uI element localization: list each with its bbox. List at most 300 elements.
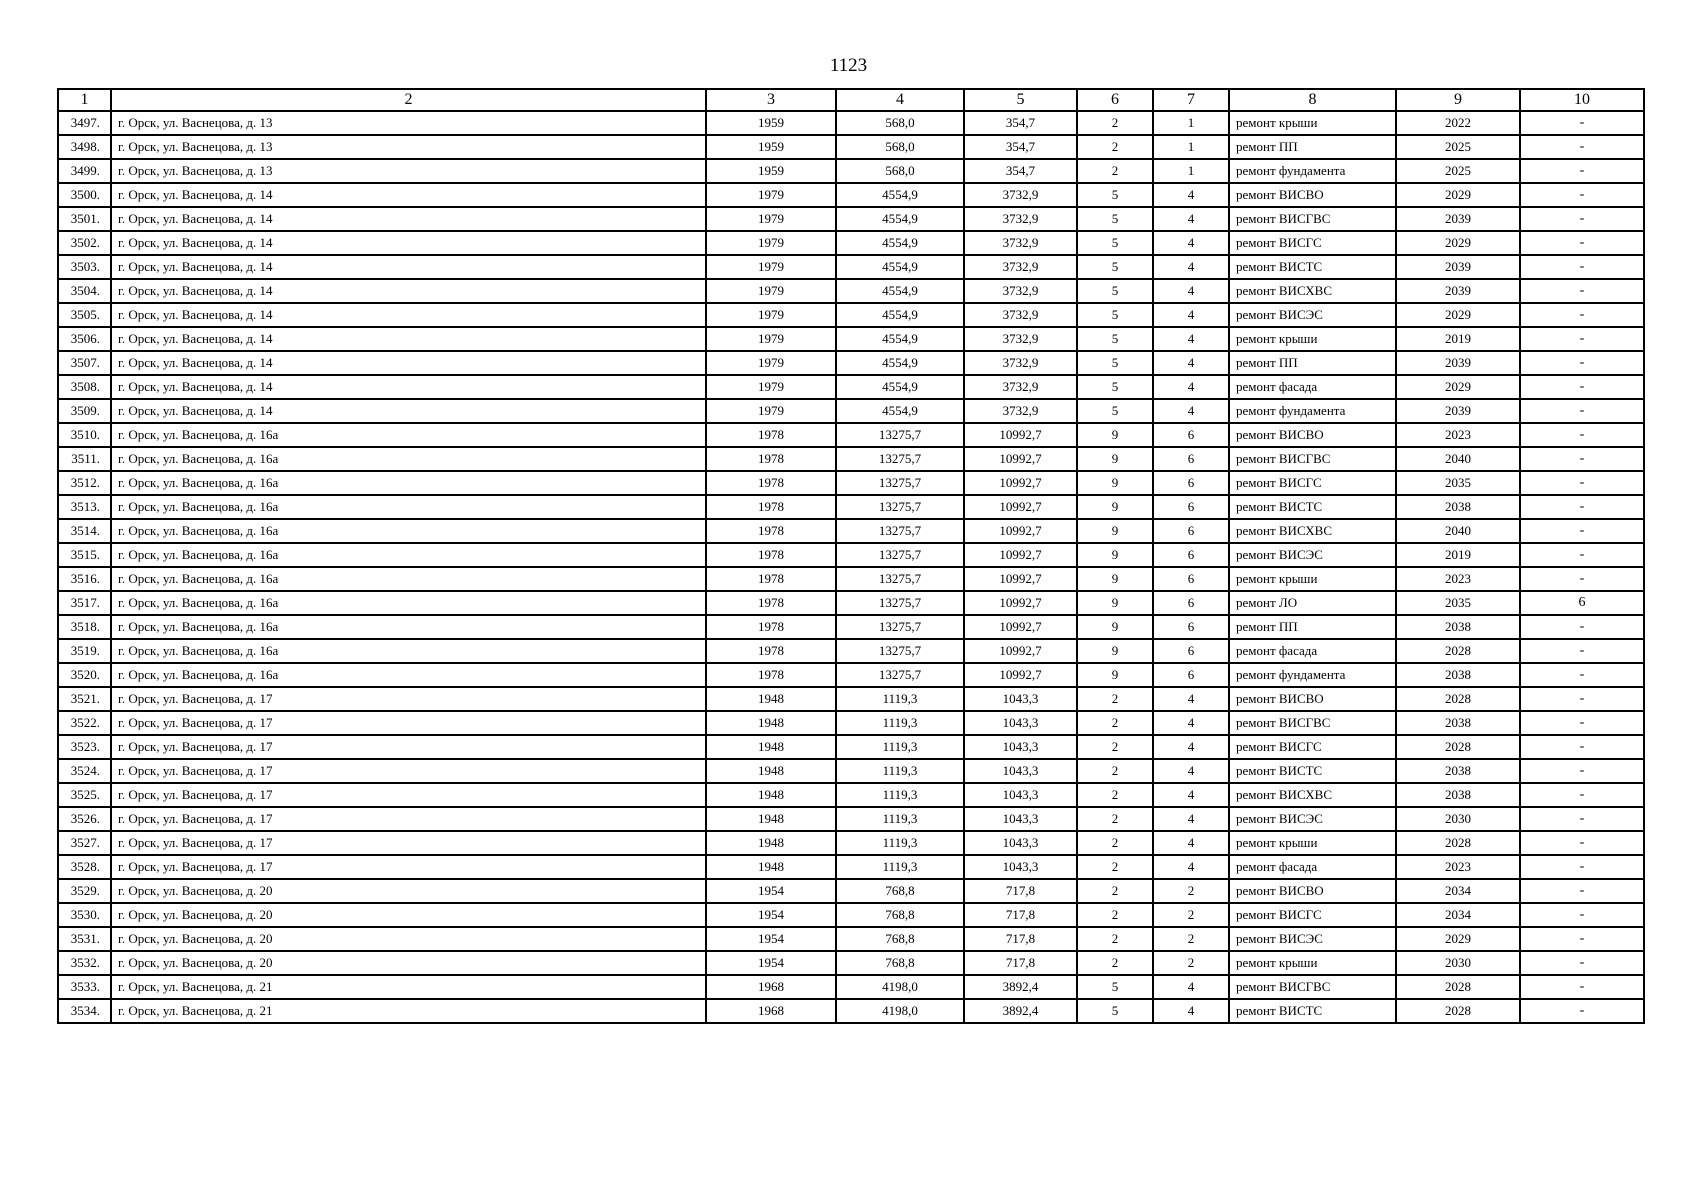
table-row xyxy=(58,207,1644,231)
floors-cell: 5 xyxy=(1077,207,1153,231)
table-row xyxy=(58,975,1644,999)
column-header-8: 8 xyxy=(1229,89,1396,111)
planned-year-cell: 2019 xyxy=(1396,543,1520,567)
col10-cell: - xyxy=(1520,879,1644,903)
work-type-cell: ремонт фасада xyxy=(1229,855,1396,879)
floors-cell: 9 xyxy=(1077,423,1153,447)
address-cell: г. Орск, ул. Васнецова, д. 14 xyxy=(111,327,706,351)
living-area-cell: 3732,9 xyxy=(964,375,1077,399)
total-area-cell: 1119,3 xyxy=(836,735,964,759)
year-cell: 1954 xyxy=(706,951,836,975)
address-cell: г. Орск, ул. Васнецова, д. 13 xyxy=(111,159,706,183)
col10-cell: - xyxy=(1520,495,1644,519)
table-row xyxy=(58,135,1644,159)
col10-cell: - xyxy=(1520,399,1644,423)
col10-cell: - xyxy=(1520,327,1644,351)
row-number: 3525. xyxy=(58,783,111,807)
floors-cell: 2 xyxy=(1077,159,1153,183)
planned-year-cell: 2035 xyxy=(1396,471,1520,495)
living-area-cell: 717,8 xyxy=(964,927,1077,951)
total-area-cell: 568,0 xyxy=(836,111,964,135)
living-area-cell: 10992,7 xyxy=(964,447,1077,471)
year-cell: 1978 xyxy=(706,639,836,663)
address-cell: г. Орск, ул. Васнецова, д. 14 xyxy=(111,279,706,303)
address-cell: г. Орск, ул. Васнецова, д. 14 xyxy=(111,183,706,207)
row-number: 3521. xyxy=(58,687,111,711)
living-area-cell: 3732,9 xyxy=(964,303,1077,327)
year-cell: 1979 xyxy=(706,183,836,207)
row-number: 3514. xyxy=(58,519,111,543)
total-area-cell: 568,0 xyxy=(836,135,964,159)
row-number: 3500. xyxy=(58,183,111,207)
entrances-cell: 2 xyxy=(1153,951,1229,975)
total-area-cell: 4554,9 xyxy=(836,375,964,399)
work-type-cell: ремонт ВИСТС xyxy=(1229,759,1396,783)
address-cell: г. Орск, ул. Васнецова, д. 16а xyxy=(111,495,706,519)
floors-cell: 2 xyxy=(1077,111,1153,135)
floors-cell: 5 xyxy=(1077,183,1153,207)
floors-cell: 2 xyxy=(1077,711,1153,735)
col10-cell: - xyxy=(1520,519,1644,543)
planned-year-cell: 2028 xyxy=(1396,687,1520,711)
table-row xyxy=(58,903,1644,927)
floors-cell: 9 xyxy=(1077,495,1153,519)
total-area-cell: 1119,3 xyxy=(836,855,964,879)
living-area-cell: 1043,3 xyxy=(964,735,1077,759)
work-type-cell: ремонт крыши xyxy=(1229,831,1396,855)
living-area-cell: 717,8 xyxy=(964,879,1077,903)
living-area-cell: 3892,4 xyxy=(964,975,1077,999)
table-row xyxy=(58,303,1644,327)
work-type-cell: ремонт ВИСХВС xyxy=(1229,783,1396,807)
total-area-cell: 1119,3 xyxy=(836,687,964,711)
planned-year-cell: 2025 xyxy=(1396,135,1520,159)
total-area-cell: 768,8 xyxy=(836,879,964,903)
row-number: 3501. xyxy=(58,207,111,231)
year-cell: 1948 xyxy=(706,759,836,783)
address-cell: г. Орск, ул. Васнецова, д. 14 xyxy=(111,351,706,375)
living-area-cell: 1043,3 xyxy=(964,831,1077,855)
total-area-cell: 13275,7 xyxy=(836,495,964,519)
year-cell: 1978 xyxy=(706,519,836,543)
entrances-cell: 6 xyxy=(1153,591,1229,615)
table-header-row xyxy=(58,89,1644,111)
living-area-cell: 10992,7 xyxy=(964,519,1077,543)
total-area-cell: 4554,9 xyxy=(836,183,964,207)
total-area-cell: 13275,7 xyxy=(836,567,964,591)
planned-year-cell: 2023 xyxy=(1396,423,1520,447)
year-cell: 1979 xyxy=(706,375,836,399)
table-row xyxy=(58,351,1644,375)
total-area-cell: 13275,7 xyxy=(836,447,964,471)
work-type-cell: ремонт фасада xyxy=(1229,375,1396,399)
floors-cell: 9 xyxy=(1077,567,1153,591)
total-area-cell: 4554,9 xyxy=(836,327,964,351)
row-number: 3513. xyxy=(58,495,111,519)
table-row xyxy=(58,279,1644,303)
total-area-cell: 4554,9 xyxy=(836,303,964,327)
total-area-cell: 4554,9 xyxy=(836,255,964,279)
row-number: 3505. xyxy=(58,303,111,327)
col10-cell: - xyxy=(1520,615,1644,639)
table-row xyxy=(58,567,1644,591)
table-row xyxy=(58,639,1644,663)
col10-cell: - xyxy=(1520,735,1644,759)
year-cell: 1979 xyxy=(706,279,836,303)
living-area-cell: 10992,7 xyxy=(964,663,1077,687)
living-area-cell: 3732,9 xyxy=(964,327,1077,351)
entrances-cell: 6 xyxy=(1153,495,1229,519)
address-cell: г. Орск, ул. Васнецова, д. 14 xyxy=(111,255,706,279)
living-area-cell: 3732,9 xyxy=(964,231,1077,255)
living-area-cell: 10992,7 xyxy=(964,543,1077,567)
planned-year-cell: 2038 xyxy=(1396,759,1520,783)
living-area-cell: 1043,3 xyxy=(964,855,1077,879)
entrances-cell: 4 xyxy=(1153,303,1229,327)
entrances-cell: 6 xyxy=(1153,447,1229,471)
planned-year-cell: 2039 xyxy=(1396,207,1520,231)
row-number: 3519. xyxy=(58,639,111,663)
year-cell: 1979 xyxy=(706,303,836,327)
work-type-cell: ремонт ПП xyxy=(1229,351,1396,375)
floors-cell: 2 xyxy=(1077,879,1153,903)
floors-cell: 9 xyxy=(1077,615,1153,639)
floors-cell: 5 xyxy=(1077,279,1153,303)
address-cell: г. Орск, ул. Васнецова, д. 14 xyxy=(111,303,706,327)
address-cell: г. Орск, ул. Васнецова, д. 17 xyxy=(111,855,706,879)
floors-cell: 5 xyxy=(1077,303,1153,327)
floors-cell: 2 xyxy=(1077,135,1153,159)
planned-year-cell: 2039 xyxy=(1396,279,1520,303)
table-row xyxy=(58,543,1644,567)
column-header-10: 10 xyxy=(1520,89,1644,111)
address-cell: г. Орск, ул. Васнецова, д. 13 xyxy=(111,135,706,159)
row-number: 3499. xyxy=(58,159,111,183)
living-area-cell: 3732,9 xyxy=(964,279,1077,303)
planned-year-cell: 2028 xyxy=(1396,831,1520,855)
work-type-cell: ремонт ВИСВО xyxy=(1229,879,1396,903)
table-row xyxy=(58,855,1644,879)
total-area-cell: 13275,7 xyxy=(836,615,964,639)
page-number: 1123 xyxy=(829,55,868,76)
work-type-cell: ремонт ВИСГС xyxy=(1229,471,1396,495)
floors-cell: 2 xyxy=(1077,759,1153,783)
total-area-cell: 4198,0 xyxy=(836,975,964,999)
work-type-cell: ремонт ЛО xyxy=(1229,591,1396,615)
year-cell: 1954 xyxy=(706,927,836,951)
total-area-cell: 13275,7 xyxy=(836,591,964,615)
row-number: 3532. xyxy=(58,951,111,975)
year-cell: 1948 xyxy=(706,855,836,879)
work-type-cell: ремонт крыши xyxy=(1229,327,1396,351)
floors-cell: 9 xyxy=(1077,591,1153,615)
table-row xyxy=(58,111,1644,135)
row-number: 3520. xyxy=(58,663,111,687)
row-number: 3515. xyxy=(58,543,111,567)
living-area-cell: 354,7 xyxy=(964,159,1077,183)
entrances-cell: 2 xyxy=(1153,903,1229,927)
work-type-cell: ремонт ВИСГС xyxy=(1229,231,1396,255)
col10-cell: - xyxy=(1520,855,1644,879)
row-number: 3530. xyxy=(58,903,111,927)
table-row xyxy=(58,759,1644,783)
entrances-cell: 4 xyxy=(1153,255,1229,279)
table-row xyxy=(58,327,1644,351)
row-number: 3527. xyxy=(58,831,111,855)
planned-year-cell: 2028 xyxy=(1396,735,1520,759)
work-type-cell: ремонт ВИСВО xyxy=(1229,183,1396,207)
planned-year-cell: 2029 xyxy=(1396,303,1520,327)
col10-cell: - xyxy=(1520,231,1644,255)
address-cell: г. Орск, ул. Васнецова, д. 17 xyxy=(111,783,706,807)
floors-cell: 2 xyxy=(1077,687,1153,711)
entrances-cell: 1 xyxy=(1153,135,1229,159)
col10-cell: - xyxy=(1520,543,1644,567)
entrances-cell: 4 xyxy=(1153,327,1229,351)
row-number: 3510. xyxy=(58,423,111,447)
year-cell: 1978 xyxy=(706,447,836,471)
col10-cell: - xyxy=(1520,663,1644,687)
year-cell: 1948 xyxy=(706,687,836,711)
living-area-cell: 354,7 xyxy=(964,135,1077,159)
planned-year-cell: 2029 xyxy=(1396,927,1520,951)
col10-cell: - xyxy=(1520,687,1644,711)
table-row xyxy=(58,471,1644,495)
total-area-cell: 4554,9 xyxy=(836,351,964,375)
col10-cell: - xyxy=(1520,927,1644,951)
column-header-5: 5 xyxy=(964,89,1077,111)
total-area-cell: 568,0 xyxy=(836,159,964,183)
row-number: 3534. xyxy=(58,999,111,1023)
year-cell: 1978 xyxy=(706,471,836,495)
floors-cell: 9 xyxy=(1077,543,1153,567)
total-area-cell: 4554,9 xyxy=(836,399,964,423)
col10-cell: - xyxy=(1520,423,1644,447)
address-cell: г. Орск, ул. Васнецова, д. 13 xyxy=(111,111,706,135)
table-row xyxy=(58,183,1644,207)
address-cell: г. Орск, ул. Васнецова, д. 17 xyxy=(111,807,706,831)
total-area-cell: 4198,0 xyxy=(836,999,964,1023)
living-area-cell: 10992,7 xyxy=(964,591,1077,615)
address-cell: г. Орск, ул. Васнецова, д. 21 xyxy=(111,975,706,999)
living-area-cell: 10992,7 xyxy=(964,423,1077,447)
work-type-cell: ремонт ВИСВО xyxy=(1229,423,1396,447)
year-cell: 1978 xyxy=(706,423,836,447)
table-row xyxy=(58,735,1644,759)
entrances-cell: 6 xyxy=(1153,639,1229,663)
planned-year-cell: 2030 xyxy=(1396,807,1520,831)
living-area-cell: 1043,3 xyxy=(964,687,1077,711)
floors-cell: 5 xyxy=(1077,327,1153,351)
address-cell: г. Орск, ул. Васнецова, д. 16а xyxy=(111,447,706,471)
living-area-cell: 354,7 xyxy=(964,111,1077,135)
row-number: 3498. xyxy=(58,135,111,159)
year-cell: 1978 xyxy=(706,567,836,591)
floors-cell: 5 xyxy=(1077,375,1153,399)
total-area-cell: 768,8 xyxy=(836,951,964,975)
entrances-cell: 6 xyxy=(1153,519,1229,543)
row-number: 3524. xyxy=(58,759,111,783)
floors-cell: 5 xyxy=(1077,255,1153,279)
entrances-cell: 4 xyxy=(1153,975,1229,999)
entrances-cell: 6 xyxy=(1153,615,1229,639)
work-type-cell: ремонт ВИСТС xyxy=(1229,495,1396,519)
row-number: 3508. xyxy=(58,375,111,399)
total-area-cell: 768,8 xyxy=(836,927,964,951)
planned-year-cell: 2023 xyxy=(1396,567,1520,591)
planned-year-cell: 2035 xyxy=(1396,591,1520,615)
planned-year-cell: 2034 xyxy=(1396,879,1520,903)
address-cell: г. Орск, ул. Васнецова, д. 16а xyxy=(111,591,706,615)
table-row xyxy=(58,255,1644,279)
table-row xyxy=(58,447,1644,471)
col10-cell: - xyxy=(1520,783,1644,807)
row-number: 3522. xyxy=(58,711,111,735)
row-number: 3509. xyxy=(58,399,111,423)
col10-cell: - xyxy=(1520,711,1644,735)
planned-year-cell: 2040 xyxy=(1396,447,1520,471)
address-cell: г. Орск, ул. Васнецова, д. 17 xyxy=(111,831,706,855)
row-number: 3506. xyxy=(58,327,111,351)
total-area-cell: 13275,7 xyxy=(836,543,964,567)
year-cell: 1979 xyxy=(706,351,836,375)
planned-year-cell: 2029 xyxy=(1396,231,1520,255)
total-area-cell: 13275,7 xyxy=(836,639,964,663)
floors-cell: 9 xyxy=(1077,519,1153,543)
address-cell: г. Орск, ул. Васнецова, д. 16а xyxy=(111,639,706,663)
col10-cell: - xyxy=(1520,639,1644,663)
table-row xyxy=(58,879,1644,903)
living-area-cell: 717,8 xyxy=(964,951,1077,975)
row-number: 3523. xyxy=(58,735,111,759)
address-cell: г. Орск, ул. Васнецова, д. 17 xyxy=(111,735,706,759)
address-cell: г. Орск, ул. Васнецова, д. 16а xyxy=(111,543,706,567)
work-type-cell: ремонт ПП xyxy=(1229,615,1396,639)
address-cell: г. Орск, ул. Васнецова, д. 21 xyxy=(111,999,706,1023)
row-number: 3512. xyxy=(58,471,111,495)
living-area-cell: 10992,7 xyxy=(964,495,1077,519)
total-area-cell: 13275,7 xyxy=(836,519,964,543)
year-cell: 1979 xyxy=(706,327,836,351)
col10-cell: - xyxy=(1520,303,1644,327)
col10-cell: - xyxy=(1520,255,1644,279)
year-cell: 1968 xyxy=(706,975,836,999)
work-type-cell: ремонт ВИСВО xyxy=(1229,687,1396,711)
address-cell: г. Орск, ул. Васнецова, д. 17 xyxy=(111,759,706,783)
column-header-3: 3 xyxy=(706,89,836,111)
col10-cell: - xyxy=(1520,975,1644,999)
column-header-4: 4 xyxy=(836,89,964,111)
planned-year-cell: 2034 xyxy=(1396,903,1520,927)
work-type-cell: ремонт ВИСГВС xyxy=(1229,447,1396,471)
year-cell: 1948 xyxy=(706,711,836,735)
living-area-cell: 3892,4 xyxy=(964,999,1077,1023)
living-area-cell: 1043,3 xyxy=(964,759,1077,783)
col10-cell: - xyxy=(1520,375,1644,399)
floors-cell: 2 xyxy=(1077,735,1153,759)
entrances-cell: 4 xyxy=(1153,783,1229,807)
planned-year-cell: 2023 xyxy=(1396,855,1520,879)
table-row xyxy=(58,159,1644,183)
col10-cell: - xyxy=(1520,351,1644,375)
planned-year-cell: 2029 xyxy=(1396,183,1520,207)
row-number: 3516. xyxy=(58,567,111,591)
address-cell: г. Орск, ул. Васнецова, д. 17 xyxy=(111,687,706,711)
address-cell: г. Орск, ул. Васнецова, д. 20 xyxy=(111,903,706,927)
address-cell: г. Орск, ул. Васнецова, д. 17 xyxy=(111,711,706,735)
work-type-cell: ремонт ВИСТС xyxy=(1229,999,1396,1023)
floors-cell: 2 xyxy=(1077,807,1153,831)
living-area-cell: 1043,3 xyxy=(964,807,1077,831)
total-area-cell: 1119,3 xyxy=(836,831,964,855)
year-cell: 1978 xyxy=(706,663,836,687)
entrances-cell: 4 xyxy=(1153,855,1229,879)
entrances-cell: 4 xyxy=(1153,375,1229,399)
col10-cell: - xyxy=(1520,831,1644,855)
year-cell: 1959 xyxy=(706,135,836,159)
col10-cell: - xyxy=(1520,903,1644,927)
row-number: 3502. xyxy=(58,231,111,255)
address-cell: г. Орск, ул. Васнецова, д. 14 xyxy=(111,399,706,423)
table-row xyxy=(58,495,1644,519)
work-type-cell: ремонт ВИСХВС xyxy=(1229,519,1396,543)
floors-cell: 5 xyxy=(1077,399,1153,423)
col10-cell: - xyxy=(1520,159,1644,183)
col10-cell: - xyxy=(1520,183,1644,207)
total-area-cell: 1119,3 xyxy=(836,759,964,783)
entrances-cell: 2 xyxy=(1153,879,1229,903)
col10-cell: - xyxy=(1520,759,1644,783)
total-area-cell: 13275,7 xyxy=(836,471,964,495)
floors-cell: 5 xyxy=(1077,999,1153,1023)
work-type-cell: ремонт фасада xyxy=(1229,639,1396,663)
entrances-cell: 1 xyxy=(1153,111,1229,135)
total-area-cell: 1119,3 xyxy=(836,711,964,735)
table-row xyxy=(58,999,1644,1023)
entrances-cell: 4 xyxy=(1153,735,1229,759)
total-area-cell: 4554,9 xyxy=(836,279,964,303)
year-cell: 1954 xyxy=(706,879,836,903)
floors-cell: 9 xyxy=(1077,471,1153,495)
entrances-cell: 4 xyxy=(1153,999,1229,1023)
address-cell: г. Орск, ул. Васнецова, д. 20 xyxy=(111,879,706,903)
row-number: 3528. xyxy=(58,855,111,879)
col10-cell: - xyxy=(1520,951,1644,975)
address-cell: г. Орск, ул. Васнецова, д. 14 xyxy=(111,231,706,255)
row-number: 3531. xyxy=(58,927,111,951)
living-area-cell: 3732,9 xyxy=(964,207,1077,231)
work-type-cell: ремонт ВИСЭС xyxy=(1229,807,1396,831)
living-area-cell: 3732,9 xyxy=(964,183,1077,207)
address-cell: г. Орск, ул. Васнецова, д. 20 xyxy=(111,927,706,951)
entrances-cell: 6 xyxy=(1153,663,1229,687)
planned-year-cell: 2038 xyxy=(1396,615,1520,639)
col10-cell: - xyxy=(1520,471,1644,495)
total-area-cell: 4554,9 xyxy=(836,207,964,231)
living-area-cell: 3732,9 xyxy=(964,351,1077,375)
row-number: 3511. xyxy=(58,447,111,471)
entrances-cell: 6 xyxy=(1153,471,1229,495)
table-row xyxy=(58,399,1644,423)
address-cell: г. Орск, ул. Васнецова, д. 16а xyxy=(111,663,706,687)
address-cell: г. Орск, ул. Васнецова, д. 16а xyxy=(111,471,706,495)
row-number: 3503. xyxy=(58,255,111,279)
work-type-cell: ремонт фундамента xyxy=(1229,663,1396,687)
table-row xyxy=(58,831,1644,855)
entrances-cell: 2 xyxy=(1153,927,1229,951)
total-area-cell: 13275,7 xyxy=(836,423,964,447)
year-cell: 1979 xyxy=(706,231,836,255)
